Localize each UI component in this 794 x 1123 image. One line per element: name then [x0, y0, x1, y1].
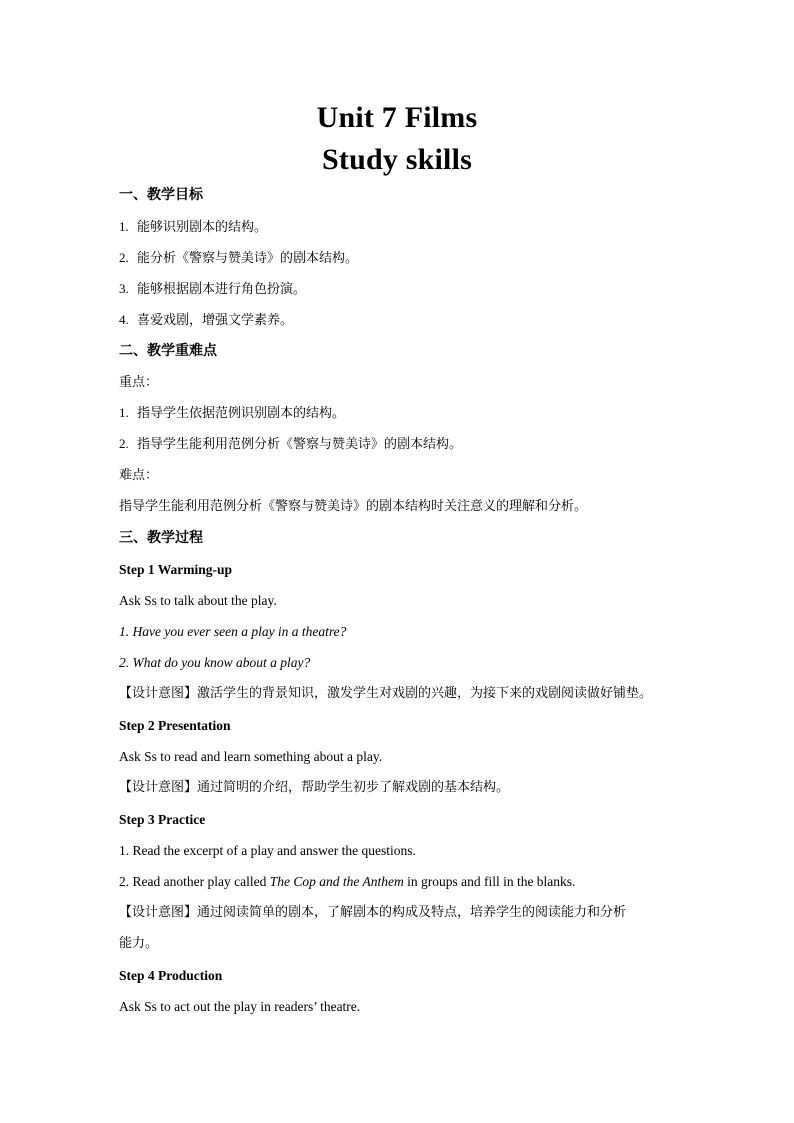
difficulty-text: 指导学生能利用范例分析《警察与赞美诗》的剧本结构时关注意义的理解和分析。 [119, 499, 588, 514]
step-3-item-2 [119, 873, 575, 891]
item-text: 能分析《警察与赞美诗》的剧本结构。 [137, 251, 359, 266]
step-1-design-intent: 【设计意图】激活学生的背景知识，激发学生对戏剧的兴趣，为接下来的戏剧阅读做好铺垫。 [119, 686, 653, 701]
key-point-item-2 [119, 435, 462, 454]
key-points-label: 重点： [119, 375, 159, 390]
objective-item-4 [119, 311, 293, 330]
step-4-title: Step 4 Production [119, 968, 223, 983]
item-number: 2. [119, 436, 129, 451]
item-text: 能够根据剧本进行角色扮演。 [137, 282, 307, 297]
item-number: 1. [119, 405, 129, 420]
step-3-design-intent-line-2: 能力。 [119, 936, 159, 951]
item-text: 指导学生依据范例识别剧本的结构。 [137, 406, 346, 421]
document-subtitle: Study skills [322, 143, 472, 176]
step-1-title: Step 1 Warming-up [119, 562, 233, 577]
document-title: Unit 7 Films [316, 101, 478, 134]
step-3-design-intent-line-1: 【设计意图】通过阅读简单的剧本，了解剧本的构成及特点，培养学生的阅读能力和分析 [119, 905, 627, 920]
step-1-question-1: 1. Have you ever seen a play in a theatre? [119, 624, 347, 639]
item-number: 4. [119, 312, 129, 327]
step-1-text: Ask Ss to talk about the play. [119, 593, 277, 608]
item-text: 能够识别剧本的结构。 [137, 220, 268, 235]
section-heading-process: 三、教学过程 [119, 530, 203, 546]
item-number: 1. [119, 219, 129, 234]
key-point-item-1 [119, 404, 345, 423]
objective-item-3 [119, 280, 306, 299]
play-title: The Cop and the Anthem [269, 874, 404, 889]
step-4-text: Ask Ss to act out the play in readers’ theatre. [119, 999, 361, 1014]
item-text-after: in groups and fill in the blanks. [403, 874, 576, 889]
item-number: 2. [119, 250, 129, 265]
objective-item-2 [119, 249, 358, 268]
item-text-before: 2. Read another play called [119, 874, 270, 889]
difficulty-label: 难点： [119, 468, 159, 483]
item-text: 指导学生能利用范例分析《警察与赞美诗》的剧本结构。 [137, 437, 463, 452]
step-1-question-2: 2. What do you know about a play? [119, 655, 311, 670]
step-2-text: Ask Ss to read and learn something about a play. [119, 749, 383, 764]
item-text: 喜爱戏剧，增强文学素养。 [137, 313, 294, 328]
section-heading-objectives: 一、教学目标 [119, 187, 203, 203]
section-heading-key-points: 二、教学重难点 [119, 343, 217, 359]
step-2-title: Step 2 Presentation [119, 718, 231, 733]
objective-item-1 [119, 218, 267, 237]
step-3-title: Step 3 Practice [119, 812, 206, 827]
step-3-item-1: 1. Read the excerpt of a play and answer the questions. [119, 843, 416, 858]
item-number: 3. [119, 281, 129, 296]
step-2-design-intent: 【设计意图】通过简明的介绍，帮助学生初步了解戏剧的基本结构。 [119, 780, 510, 795]
